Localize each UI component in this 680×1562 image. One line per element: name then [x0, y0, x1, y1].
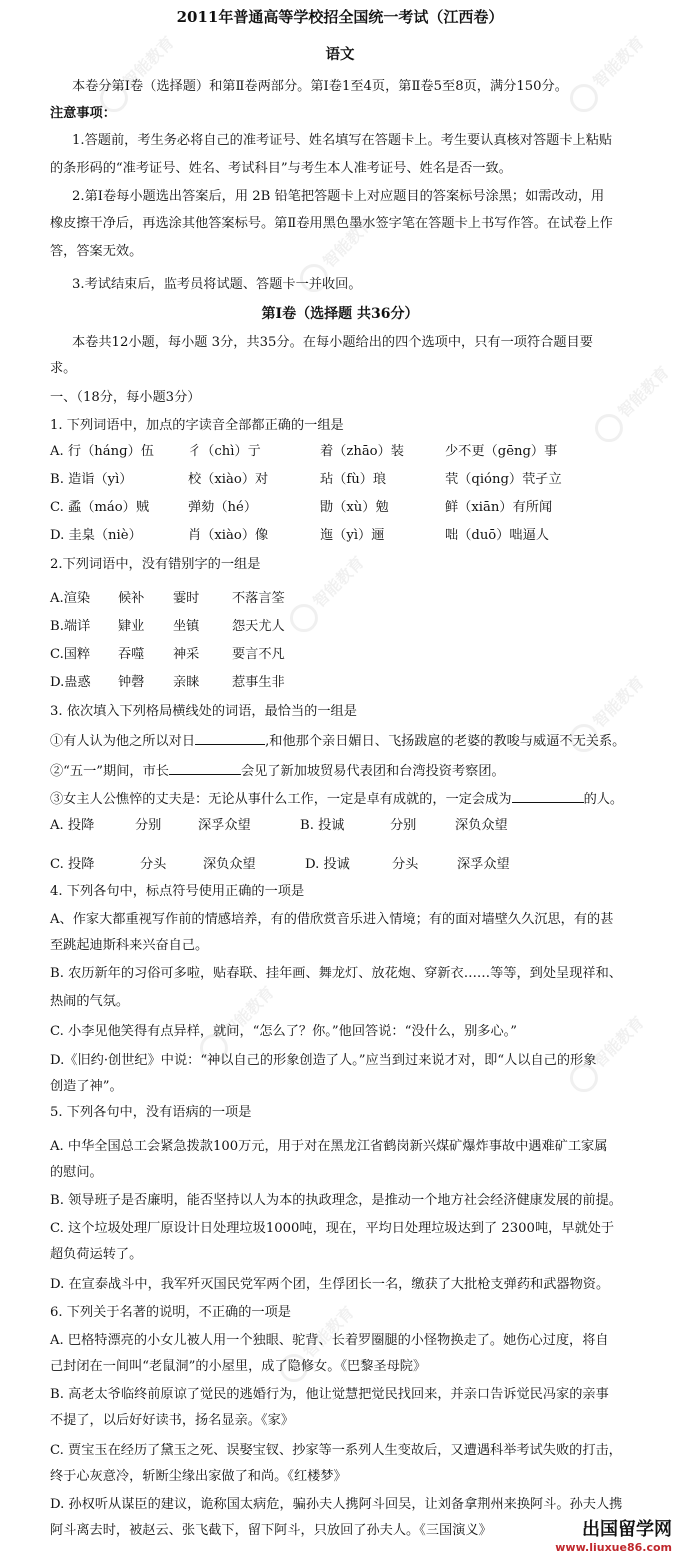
q4-option-d-line-1: D.《旧约·创世纪》中说：“神以自己的形象创造了人。”应当到过来说才对，即“人以自己的形象 [50, 1053, 597, 1068]
note-2-line-3: 答，答案无效。 [50, 244, 143, 259]
q3-option-a-2: 分别 [135, 818, 162, 833]
watermark-logo-icon: 智能教育 [194, 980, 282, 1068]
q2-option-c-2: 吞噬 [118, 647, 145, 662]
q1-option-c-2: 弹劾（hé） [188, 500, 258, 515]
note-2-line-1: 2.第Ⅰ卷每小题选出答案后，用 2B 铅笔把答题卡上对应题目的答案标号涂黑；如需改动，用 [72, 189, 605, 204]
question-5-stem: 5. 下列各句中，没有语病的一项是 [50, 1105, 252, 1120]
q3-option-c-2: 分头 [140, 857, 167, 872]
site-logo [555, 1515, 672, 1554]
q5-option-c-line-2: 超负荷运转了。 [50, 1247, 143, 1262]
q3-option-b-1: B. 投诚 [300, 818, 345, 833]
question-2-stem: 2.下列词语中，没有错别字的一组是 [50, 557, 261, 572]
q2-option-d-3: 亲睐 [173, 675, 200, 690]
watermark-logo-icon: 智能教育 [564, 670, 652, 758]
q4-option-d-line-2: 创造了神”。 [50, 1079, 123, 1094]
site-logo-name: 出国留学网 [582, 1519, 672, 1540]
q1-option-d-3: 迤（yì）逦 [320, 528, 385, 543]
answer-blank-3 [512, 789, 584, 803]
watermark-logo-icon: 智能教育 [564, 1010, 652, 1098]
q1-option-c-1: C. 蟊（máo）贼 [50, 500, 150, 515]
watermark-logo-icon: 智能教育 [294, 210, 382, 298]
watermark-logo-icon: 智能教育 [564, 30, 652, 118]
q5-option-d: D. 在宣泰战斗中，我军歼灭国民党军两个团，生俘团长一名，缴获了大批枪支弹药和武器物资。 [50, 1277, 610, 1292]
q5-option-c-line-1: C. 这个垃圾处理厂原设计日处理垃圾1000吨，现在，平均日处理垃圾达到了 2300吨，早就处于 [50, 1221, 615, 1236]
q2-option-b-3: 坐镇 [173, 619, 200, 634]
q1-option-d-1: D. 圭臬（niè） [50, 528, 142, 543]
q6-option-c-line-2: 终于心灰意冷，斩断尘缘出家做了和尚。《红楼梦》 [50, 1469, 347, 1484]
question-1-stem: 1. 下列词语中，加点的字读音全部都正确的一组是 [50, 418, 344, 433]
watermark-logo-icon: 智能教育 [274, 1300, 362, 1388]
q3-option-c-3: 深负众望 [203, 857, 256, 872]
q2-option-d-1: D.蛊惑 [50, 675, 91, 690]
question-3-stem: 3. 依次填入下列格局横线处的词语，最恰当的一组是 [50, 704, 357, 719]
q3-option-a-3: 深孚众望 [198, 818, 251, 833]
section-intro-line-2: 求。 [50, 361, 77, 376]
q1-option-a-2: 彳（chì）亍 [188, 444, 261, 459]
q1-option-a-4: 少不更（gēng）事 [445, 444, 558, 459]
answer-blank-2 [169, 761, 241, 775]
q1-option-a-1: A. 行（hánɡ）伍 [50, 444, 154, 459]
section-1-title: 第Ⅰ卷（选择题 共36分） [261, 306, 419, 322]
q3-option-b-2: 分别 [390, 818, 417, 833]
q2-option-a-1: A.渲染 [50, 591, 91, 606]
note-3: 3.考试结束后，监考员将试题、答题卡一并收回。 [72, 277, 362, 292]
q5-option-a-line-2: 的慰问。 [50, 1165, 103, 1180]
q2-option-b-2: 肄业 [118, 619, 145, 634]
q5-option-b: B. 领导班子是否廉明，能否坚持以人为本的执政理念，是推动一个地方社会经济健康发展的前提。 [50, 1193, 622, 1208]
q2-option-c-1: C.国粹 [50, 647, 91, 662]
q1-option-a-3: 着（zhāo）装 [320, 444, 404, 459]
q3-option-d-1: D. 投诚 [305, 857, 350, 872]
note-2-line-2: 橡皮擦干净后，再选涂其他答案标号。第Ⅱ卷用黑色墨水签字笔在答题卡上书写作答。在试卷上作 [50, 216, 613, 231]
part-1-heading: 一、（18分，每小题3分） [50, 390, 201, 405]
q6-option-a-line-2: 己封闭在一间叫“老鼠洞”的小屋里，成了隐修女。《巴黎圣母院》 [50, 1359, 427, 1374]
subject-title: 语文 [325, 46, 355, 63]
question-6-stem: 6. 下列关于名著的说明，不正确的一项是 [50, 1305, 291, 1320]
note-1-line-2: 的条形码的“准考证号、姓名、考试科目”与考生本人准考证号、姓名是否一致。 [50, 161, 512, 176]
q1-option-b-2: 校（xiào）对 [188, 472, 269, 487]
q1-option-b-4: 茕（qióng）茕孑立 [445, 472, 562, 487]
q2-option-b-4: 怨天尤人 [232, 619, 285, 634]
q4-option-b-line-2: 热闹的气氛。 [50, 994, 130, 1009]
q6-option-b-line-1: B. 高老太爷临终前原谅了觉民的逃婚行为，他让觉慧把觉民找回来，并亲口告诉觉民冯家的亲事 [50, 1387, 609, 1402]
q2-option-a-3: 霎时 [173, 591, 200, 606]
q1-option-b-1: B. 造诣（yì） [50, 472, 133, 487]
q2-option-c-3: 神采 [173, 647, 200, 662]
q3-option-d-3: 深孚众望 [457, 857, 510, 872]
q4-option-a-line-2: 至跳起迪斯科来兴奋自己。 [50, 938, 209, 953]
site-logo-url: www.liuxue86.com [555, 1541, 672, 1554]
q4-option-b-line-1: B. 农历新年的习俗可多啦，贴春联、挂年画、舞龙灯、放花炮、穿新衣……等等，到处呈现祥和、 [50, 966, 622, 981]
section-intro-line-1: 本卷共12小题，每小题 3分，共35分。在每小题给出的四个选项中，只有一项符合题目要 [72, 335, 593, 350]
q4-option-a-line-1: A、作家大都重视写作前的情感培养，有的借欣赏音乐进入情境；有的面对墙壁久久沉思，有的甚 [50, 912, 614, 927]
q6-option-d-line-2: 阿斗离去时，被赵云、张飞截下，留下阿斗，只放回了孙夫人。《三国演义》 [50, 1523, 492, 1538]
exam-title: 2011年普通高等学校招全国统一考试（江西卷） [176, 8, 504, 26]
q3-option-b-3: 深负众望 [455, 818, 508, 833]
q6-option-a-line-1: A. 巴格特漂亮的小女儿被人用一个独眼、驼背、长着罗圈腿的小怪物换走了。她伤心过度，将自 [50, 1333, 609, 1348]
q4-option-c: C. 小李见他笑得有点异样，就问，“怎么了？你。”他回答说：“没什么，别多心。” [50, 1024, 517, 1039]
watermark-logo-icon: 智能教育 [94, 30, 182, 118]
q6-option-c-line-1: C. 贾宝玉在经历了黛玉之死、误娶宝钗、抄家等一系列人生变故后，又遭遇科举考试失败的打击， [50, 1443, 622, 1458]
q1-option-d-4: 咄（duō）咄逼人 [445, 528, 549, 543]
q3-option-a-1: A. 投降 [50, 818, 95, 833]
q1-option-c-4: 鲜（xiān）有所闻 [445, 500, 553, 515]
q3-option-c-1: C. 投降 [50, 857, 95, 872]
q5-option-a-line-1: A. 中华全国总工会紧急拨款100万元，用于对在黑龙江省鹤岗新兴煤矿爆炸事故中遇难矿工家属 [50, 1139, 608, 1154]
q2-option-d-2: 钟磬 [118, 675, 145, 690]
q2-option-c-4: 要言不凡 [232, 647, 285, 662]
q3-option-d-2: 分头 [392, 857, 419, 872]
intro-text: 本卷分第Ⅰ卷（选择题）和第Ⅱ卷两部分。第Ⅰ卷1至4页，第Ⅱ卷5至8页，满分150分。 [72, 79, 568, 94]
q3-sentence-3: ③女主人公憔悴的丈夫是：无论从事什么工作，一定是卓有成就的，一定会成为 的人。 [50, 789, 623, 809]
q3-sentence-2: ②“五一”期间，市长 会见了新加坡贸易代表团和台湾投资考察团。 [50, 761, 505, 781]
q6-option-b-line-2: 不提了，以后好好读书，扬名显亲。《家》 [50, 1413, 294, 1428]
q1-option-b-3: 玷（fù）琅 [320, 472, 387, 487]
q2-option-a-2: 候补 [118, 591, 145, 606]
question-4-stem: 4. 下列各句中，标点符号使用正确的一项是 [50, 884, 305, 899]
q1-option-c-3: 勖（xù）勉 [320, 500, 389, 515]
watermark-logo-icon: 智能教育 [284, 550, 372, 638]
watermark-logo-icon: 智能教育 [589, 360, 677, 448]
q2-option-b-1: B.端详 [50, 619, 91, 634]
q2-option-a-4: 不落言筌 [232, 591, 285, 606]
q1-option-d-2: 肖（xiào）像 [188, 528, 269, 543]
answer-blank-1 [195, 731, 265, 745]
note-1-line-1: 1.答题前，考生务必将自己的准考证号、姓名填写在答题卡上。考生要认真核对答题卡上粘贴 [72, 133, 613, 148]
notes-heading: 注意事项： [50, 106, 116, 121]
q6-option-d-line-1: D. 孙权听从谋臣的建议，诡称国太病危，骗孙夫人携阿斗回吴，让刘备拿荆州来换阿斗。孙夫人携 [50, 1497, 623, 1512]
q2-option-d-4: 惹事生非 [232, 675, 285, 690]
q3-sentence-1: ①有人认为他之所以对日 ,和他那个亲日媚日、飞扬跋扈的老婆的教唆与威逼不无关系。 [50, 731, 625, 751]
